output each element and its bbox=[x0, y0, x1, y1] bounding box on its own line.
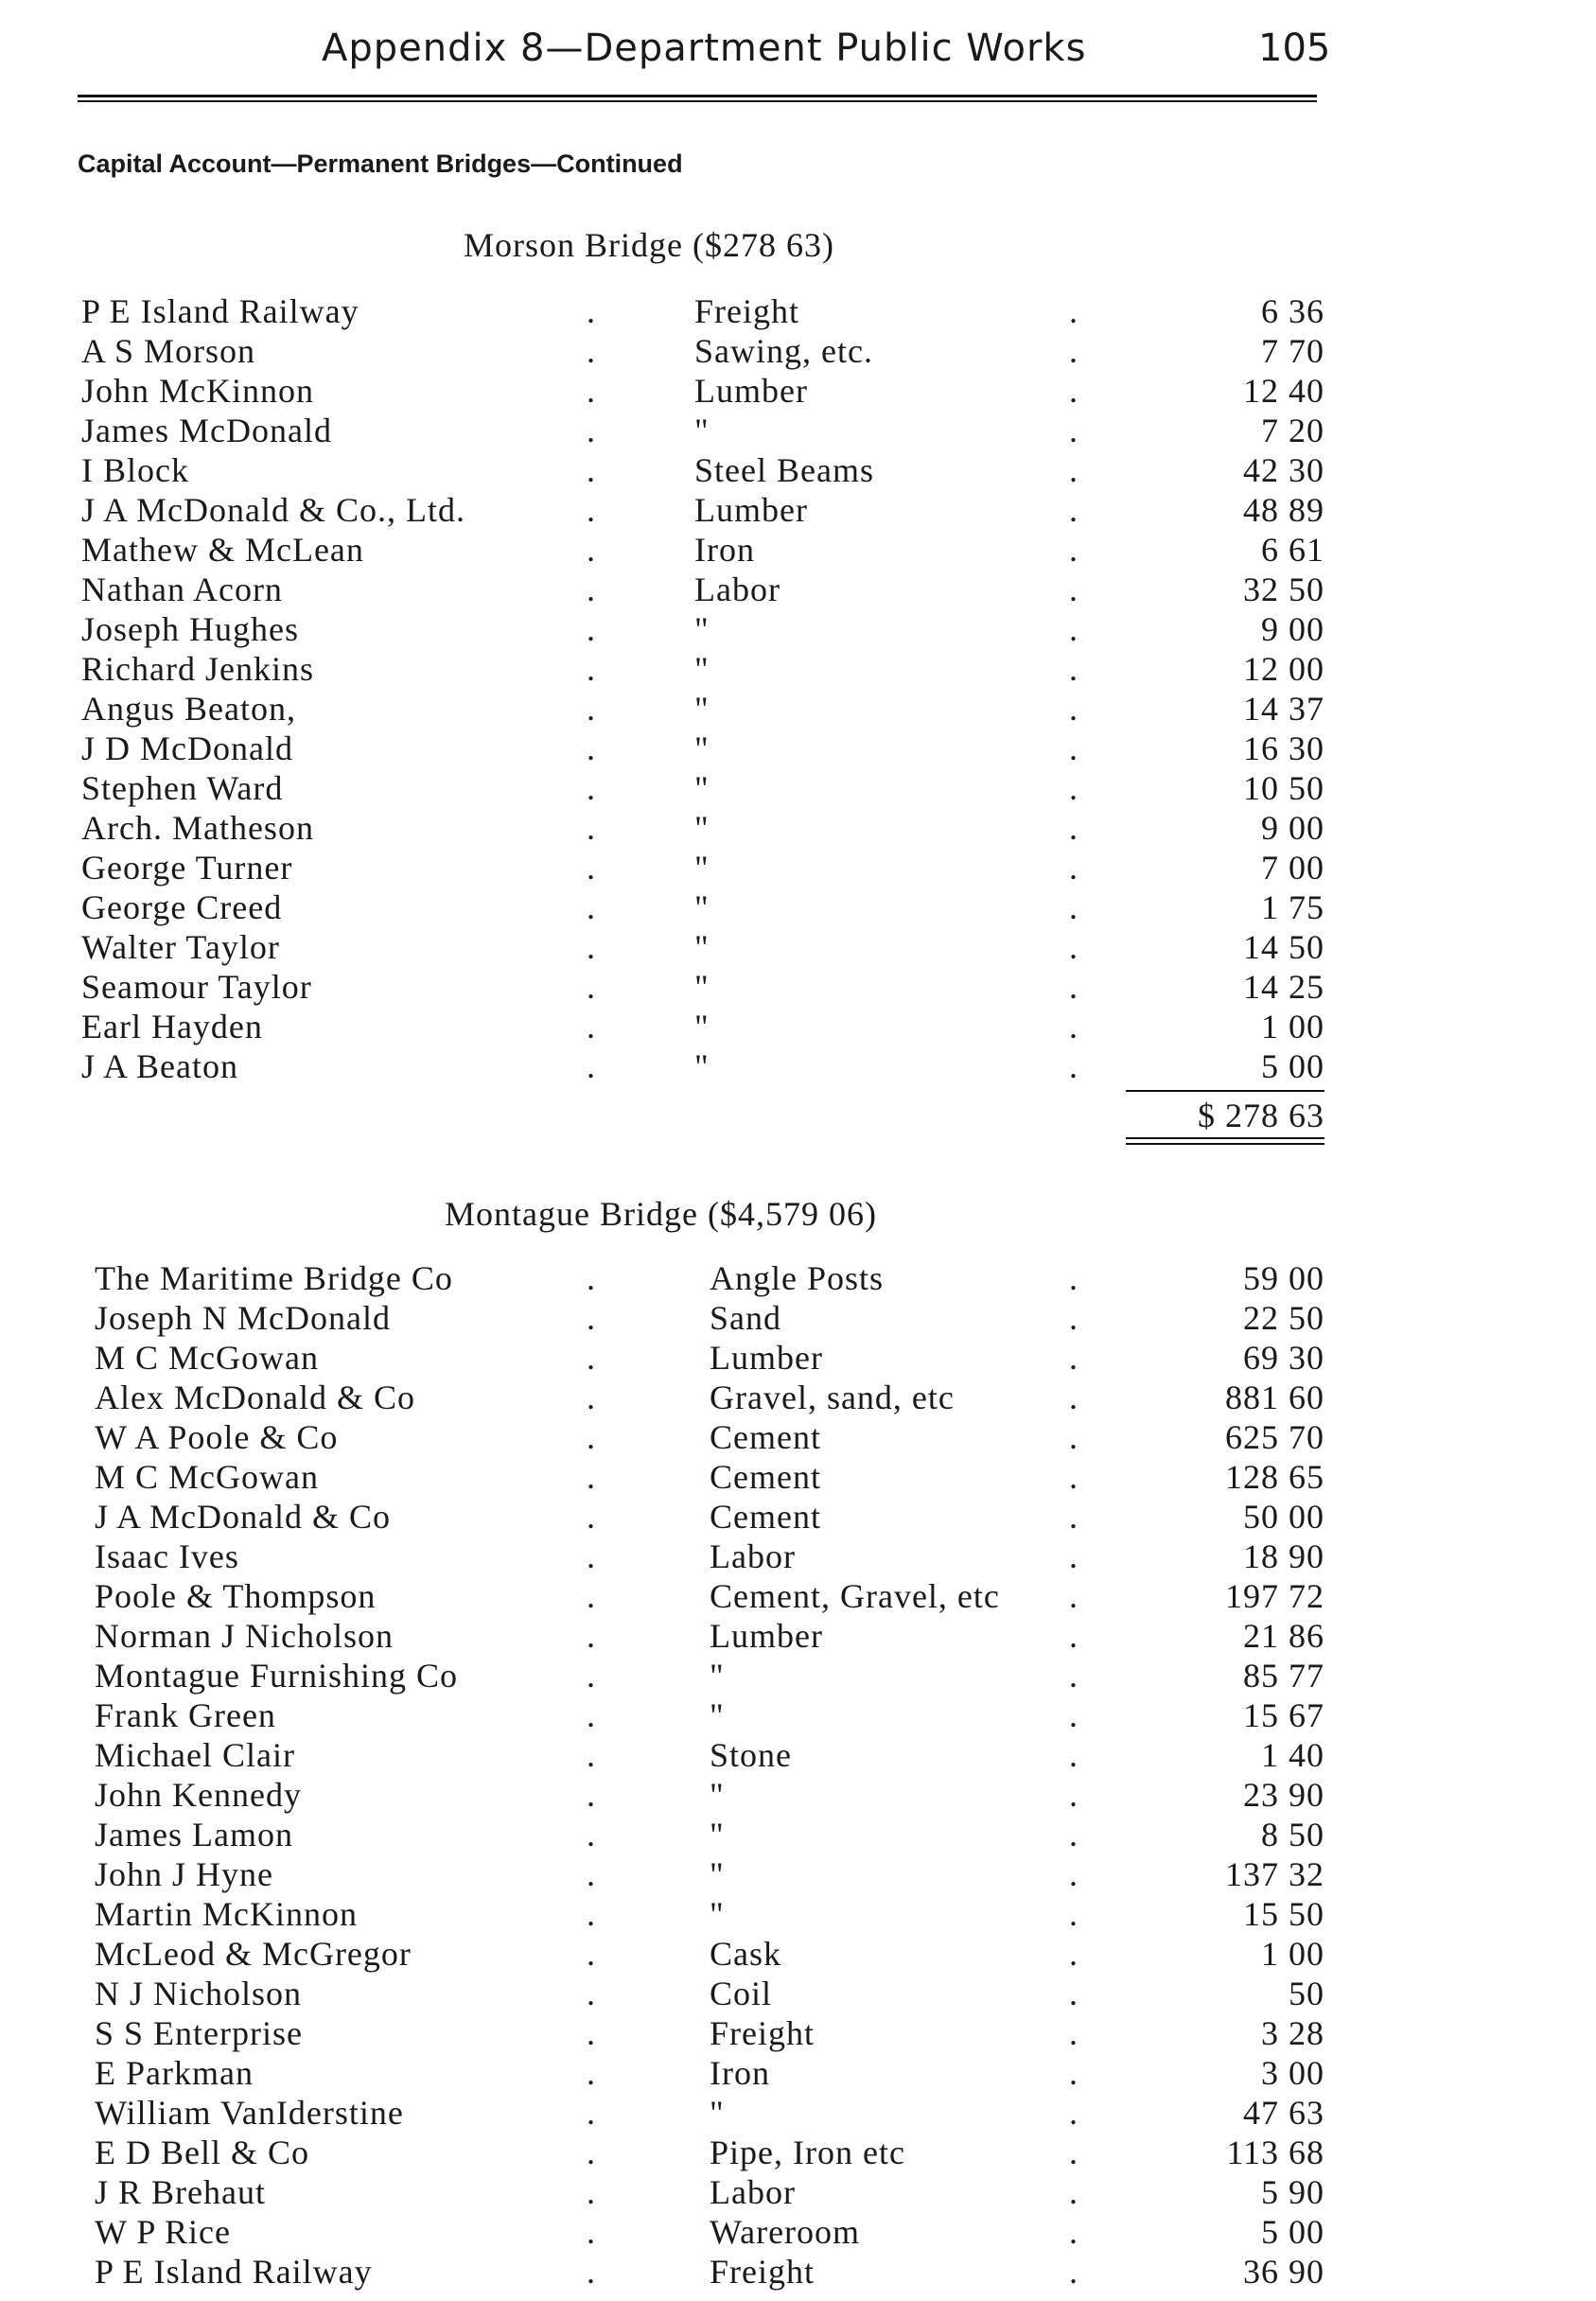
header-rule-bottom bbox=[78, 100, 1317, 102]
leader-dot: . bbox=[1069, 1458, 1078, 1496]
item-description: Cement bbox=[710, 1418, 821, 1456]
leader-dot: . bbox=[587, 2253, 595, 2291]
leader-dot: . bbox=[587, 2014, 595, 2052]
leader-dot: . bbox=[587, 809, 595, 847]
leader-dot: . bbox=[1069, 1259, 1078, 1297]
leader-dot: . bbox=[1069, 968, 1078, 1006]
leader-dot: . bbox=[587, 729, 595, 767]
table-row bbox=[0, 2013, 1596, 2053]
leader-dot: . bbox=[587, 1657, 595, 1695]
payee-name: Norman J Nicholson bbox=[95, 1617, 394, 1655]
table-row bbox=[0, 1854, 1596, 1894]
leader-dot: . bbox=[587, 1259, 595, 1297]
table-row bbox=[0, 887, 1596, 927]
item-description: Freight bbox=[694, 292, 799, 330]
leader-dot: . bbox=[1069, 1577, 1078, 1615]
item-description: Cement bbox=[710, 1498, 821, 1536]
payee-name: Arch. Matheson bbox=[81, 809, 314, 847]
payee-name: Nathan Acorn bbox=[81, 571, 283, 608]
item-description: " bbox=[694, 650, 710, 688]
leader-dot: . bbox=[1069, 650, 1078, 688]
amount: 7 00 bbox=[1261, 849, 1324, 887]
leader-dot: . bbox=[587, 1935, 595, 1973]
amount: 12 00 bbox=[1243, 650, 1324, 688]
table-row bbox=[0, 2172, 1596, 2212]
table-row bbox=[0, 1378, 1596, 1417]
table-row bbox=[0, 1497, 1596, 1537]
item-description: Stone bbox=[710, 1736, 793, 1774]
payee-name: P E Island Railway bbox=[95, 2253, 373, 2291]
leader-dot: . bbox=[587, 849, 595, 887]
leader-dot: . bbox=[1069, 412, 1078, 449]
leader-dot: . bbox=[1069, 1537, 1078, 1575]
leader-dot: . bbox=[587, 491, 595, 529]
payee-name: N J Nicholson bbox=[95, 1975, 302, 2012]
leader-dot: . bbox=[587, 1379, 595, 1416]
payee-name: Stephen Ward bbox=[81, 769, 284, 807]
item-description: " bbox=[694, 690, 710, 728]
amount: 7 70 bbox=[1261, 332, 1324, 370]
leader-dot: . bbox=[1069, 809, 1078, 847]
payee-name: P E Island Railway bbox=[81, 292, 360, 330]
leader-dot: . bbox=[1069, 849, 1078, 887]
table-row bbox=[0, 1298, 1596, 1338]
payee-name: J D McDonald bbox=[81, 729, 293, 767]
amount: 23 90 bbox=[1243, 1776, 1324, 1814]
leader-dot: . bbox=[587, 1008, 595, 1045]
leader-dot: . bbox=[1069, 2014, 1078, 2052]
item-description: Steel Beams bbox=[694, 451, 874, 489]
amount: 32 50 bbox=[1243, 571, 1324, 608]
payee-name: The Maritime Bridge Co bbox=[95, 1259, 453, 1297]
table-row bbox=[0, 1258, 1596, 1298]
item-description: Iron bbox=[710, 2054, 770, 2092]
leader-dot: . bbox=[587, 650, 595, 688]
amount: 1 00 bbox=[1261, 1008, 1324, 1045]
leader-dot: . bbox=[1069, 1339, 1078, 1377]
leader-dot: . bbox=[1069, 1299, 1078, 1337]
leader-dot: . bbox=[587, 1855, 595, 1893]
item-description: Cement, Gravel, etc bbox=[710, 1577, 1000, 1615]
leader-dot: . bbox=[1069, 1379, 1078, 1416]
table-row bbox=[0, 570, 1596, 609]
table-row bbox=[0, 291, 1596, 331]
item-description: " bbox=[694, 888, 710, 926]
leader-dot: . bbox=[587, 1498, 595, 1536]
table-row bbox=[0, 1576, 1596, 1616]
leader-dot: . bbox=[587, 1418, 595, 1456]
morson-total-rule-2 bbox=[1126, 1143, 1324, 1145]
leader-dot: . bbox=[1069, 2253, 1078, 2291]
leader-dot: . bbox=[587, 332, 595, 370]
payee-name: M C McGowan bbox=[95, 1339, 319, 1377]
table-row bbox=[0, 1775, 1596, 1815]
item-description: " bbox=[694, 1047, 710, 1085]
amount: 12 40 bbox=[1243, 372, 1324, 410]
leader-dot: . bbox=[1069, 690, 1078, 728]
item-description: Angle Posts bbox=[710, 1259, 885, 1297]
leader-dot: . bbox=[1069, 888, 1078, 926]
leader-dot: . bbox=[1069, 729, 1078, 767]
leader-dot: . bbox=[1069, 2054, 1078, 2092]
leader-dot: . bbox=[587, 1736, 595, 1774]
leader-dot: . bbox=[1069, 1855, 1078, 1893]
leader-dot: . bbox=[1069, 2134, 1078, 2171]
table-row bbox=[0, 1338, 1596, 1378]
table-row bbox=[0, 1815, 1596, 1854]
amount: 15 67 bbox=[1243, 1696, 1324, 1734]
item-description: Gravel, sand, etc bbox=[710, 1379, 955, 1416]
amount: 1 75 bbox=[1261, 888, 1324, 926]
payee-name: Michael Clair bbox=[95, 1736, 295, 1774]
page-number: 105 bbox=[1258, 26, 1331, 70]
amount: 7 20 bbox=[1261, 412, 1324, 449]
leader-dot: . bbox=[1069, 372, 1078, 410]
item-description: " bbox=[694, 729, 710, 767]
payee-name: J A McDonald & Co bbox=[95, 1498, 392, 1536]
leader-dot: . bbox=[1069, 1498, 1078, 1536]
table-row bbox=[0, 1656, 1596, 1695]
leader-dot: . bbox=[587, 2213, 595, 2251]
leader-dot: . bbox=[1069, 1008, 1078, 1045]
amount: 21 86 bbox=[1243, 1617, 1324, 1655]
payee-name: J A McDonald & Co., Ltd. bbox=[81, 491, 466, 529]
amount: 15 50 bbox=[1243, 1895, 1324, 1933]
amount: 42 30 bbox=[1243, 451, 1324, 489]
item-description: Sawing, etc. bbox=[694, 332, 873, 370]
section-subheading: Capital Account—Permanent Bridges—Continued bbox=[78, 149, 683, 178]
table-row bbox=[0, 2093, 1596, 2133]
item-description: Lumber bbox=[710, 1617, 823, 1655]
leader-dot: . bbox=[1069, 531, 1078, 569]
payee-name: Mathew & McLean bbox=[81, 531, 364, 569]
amount: 5 00 bbox=[1261, 2213, 1324, 2251]
payee-name: M C McGowan bbox=[95, 1458, 319, 1496]
table-row bbox=[0, 331, 1596, 371]
leader-dot: . bbox=[1069, 769, 1078, 807]
leader-dot: . bbox=[1069, 2173, 1078, 2211]
payee-name: J R Brehaut bbox=[95, 2173, 266, 2211]
leader-dot: . bbox=[587, 1299, 595, 1337]
running-title: Appendix 8—Department Public Works bbox=[322, 26, 1087, 70]
table-row bbox=[0, 1457, 1596, 1497]
table-row bbox=[0, 729, 1596, 768]
table-row bbox=[0, 1735, 1596, 1775]
payee-name: James Lamon bbox=[95, 1816, 293, 1853]
leader-dot: . bbox=[1069, 928, 1078, 966]
table-row bbox=[0, 768, 1596, 808]
leader-dot: . bbox=[587, 292, 595, 330]
leader-dot: . bbox=[1069, 2213, 1078, 2251]
payee-name: James McDonald bbox=[81, 412, 332, 449]
table-row bbox=[0, 490, 1596, 530]
table-row bbox=[0, 927, 1596, 967]
amount: 9 00 bbox=[1261, 809, 1324, 847]
amount: 47 63 bbox=[1243, 2094, 1324, 2132]
amount: 113 68 bbox=[1226, 2134, 1324, 2171]
morson-subtotal-rule bbox=[1126, 1090, 1324, 1092]
leader-dot: . bbox=[1069, 1816, 1078, 1853]
item-description: Freight bbox=[710, 2253, 815, 2291]
leader-dot: . bbox=[587, 769, 595, 807]
payee-name: S S Enterprise bbox=[95, 2014, 303, 2052]
table-row bbox=[0, 1046, 1596, 1086]
table-row bbox=[0, 1537, 1596, 1576]
item-description: Iron bbox=[694, 531, 755, 569]
amount: 22 50 bbox=[1243, 1299, 1324, 1337]
amount: 6 36 bbox=[1261, 292, 1324, 330]
item-description: Cement bbox=[710, 1458, 821, 1496]
table-row bbox=[0, 1007, 1596, 1046]
leader-dot: . bbox=[587, 1696, 595, 1734]
leader-dot: . bbox=[1069, 451, 1078, 489]
table-row bbox=[0, 1894, 1596, 1934]
leader-dot: . bbox=[587, 610, 595, 648]
leader-dot: . bbox=[587, 451, 595, 489]
item-description: Lumber bbox=[710, 1339, 823, 1377]
item-description: " bbox=[710, 1895, 725, 1933]
leader-dot: . bbox=[1069, 610, 1078, 648]
leader-dot: . bbox=[1069, 292, 1078, 330]
leader-dot: . bbox=[587, 571, 595, 608]
amount: 881 60 bbox=[1225, 1379, 1324, 1416]
payee-name: Joseph Hughes bbox=[81, 610, 299, 648]
leader-dot: . bbox=[587, 1816, 595, 1853]
item-description: " bbox=[694, 928, 710, 966]
item-description: " bbox=[694, 1008, 710, 1045]
payee-name: E D Bell & Co bbox=[95, 2134, 309, 2171]
payee-name: William VanIderstine bbox=[95, 2094, 404, 2132]
header-rule-top bbox=[78, 95, 1317, 97]
table-row bbox=[0, 2133, 1596, 2172]
item-description: " bbox=[710, 1776, 725, 1814]
amount: 9 00 bbox=[1261, 610, 1324, 648]
payee-name: Richard Jenkins bbox=[81, 650, 314, 688]
amount: 59 00 bbox=[1243, 1259, 1324, 1297]
leader-dot: . bbox=[587, 1577, 595, 1615]
table-row bbox=[0, 967, 1596, 1007]
amount: 1 40 bbox=[1261, 1736, 1324, 1774]
item-description: Freight bbox=[710, 2014, 815, 2052]
table-row bbox=[0, 2053, 1596, 2093]
leader-dot: . bbox=[587, 888, 595, 926]
item-description: " bbox=[694, 968, 710, 1006]
payee-name: John Kennedy bbox=[95, 1776, 302, 1814]
amount: 50 00 bbox=[1243, 1498, 1324, 1536]
table-row bbox=[0, 609, 1596, 649]
item-description: Labor bbox=[694, 571, 780, 608]
amount: 3 00 bbox=[1261, 2054, 1324, 2092]
item-description: Lumber bbox=[694, 491, 808, 529]
item-description: " bbox=[710, 1696, 725, 1734]
amount: 137 32 bbox=[1225, 1855, 1324, 1893]
payee-name: Alex McDonald & Co bbox=[95, 1379, 415, 1416]
morson-bridge-title: Morson Bridge ($278 63) bbox=[464, 226, 834, 264]
table-row bbox=[0, 848, 1596, 887]
leader-dot: . bbox=[1069, 332, 1078, 370]
montague-bridge-title: Montague Bridge ($4,579 06) bbox=[445, 1195, 877, 1233]
payee-name: George Turner bbox=[81, 849, 293, 887]
amount: 1 00 bbox=[1261, 1935, 1324, 1973]
payee-name: John McKinnon bbox=[81, 372, 314, 410]
payee-name: Martin McKinnon bbox=[95, 1895, 358, 1933]
item-description: Lumber bbox=[694, 372, 808, 410]
item-description: " bbox=[710, 1816, 725, 1853]
leader-dot: . bbox=[587, 1975, 595, 2012]
leader-dot: . bbox=[1069, 1696, 1078, 1734]
leader-dot: . bbox=[587, 2094, 595, 2132]
amount: 197 72 bbox=[1225, 1577, 1324, 1615]
leader-dot: . bbox=[587, 1895, 595, 1933]
payee-name: W A Poole & Co bbox=[95, 1418, 339, 1456]
leader-dot: . bbox=[1069, 491, 1078, 529]
leader-dot: . bbox=[1069, 1895, 1078, 1933]
leader-dot: . bbox=[1069, 2094, 1078, 2132]
amount: 625 70 bbox=[1225, 1418, 1324, 1456]
leader-dot: . bbox=[587, 928, 595, 966]
amount: 5 90 bbox=[1261, 2173, 1324, 2211]
amount: 69 30 bbox=[1243, 1339, 1324, 1377]
amount: 8 50 bbox=[1261, 1816, 1324, 1853]
amount: 5 00 bbox=[1261, 1047, 1324, 1085]
payee-name: McLeod & McGregor bbox=[95, 1935, 412, 1973]
leader-dot: . bbox=[587, 968, 595, 1006]
payee-name: Isaac Ives bbox=[95, 1537, 239, 1575]
amount: 85 77 bbox=[1243, 1657, 1324, 1695]
payee-name: Poole & Thompson bbox=[95, 1577, 377, 1615]
amount: 10 50 bbox=[1243, 769, 1324, 807]
item-description: Labor bbox=[710, 2173, 796, 2211]
table-row bbox=[0, 1974, 1596, 2013]
amount: 128 65 bbox=[1225, 1458, 1324, 1496]
table-row bbox=[0, 649, 1596, 689]
item-description: Pipe, Iron etc bbox=[710, 2134, 905, 2171]
leader-dot: . bbox=[1069, 571, 1078, 608]
leader-dot: . bbox=[1069, 1617, 1078, 1655]
amount: 3 28 bbox=[1261, 2014, 1324, 2052]
leader-dot: . bbox=[1069, 1047, 1078, 1085]
leader-dot: . bbox=[1069, 1935, 1078, 1973]
leader-dot: . bbox=[1069, 1418, 1078, 1456]
leader-dot: . bbox=[587, 2173, 595, 2211]
item-description: " bbox=[694, 610, 710, 648]
leader-dot: . bbox=[587, 1339, 595, 1377]
item-description: " bbox=[694, 769, 710, 807]
payee-name: Angus Beaton, bbox=[81, 690, 296, 728]
morson-total: $ 278 63 bbox=[1198, 1097, 1324, 1134]
table-row bbox=[0, 2212, 1596, 2252]
leader-dot: . bbox=[587, 412, 595, 449]
amount: 18 90 bbox=[1243, 1537, 1324, 1575]
amount: 48 89 bbox=[1243, 491, 1324, 529]
amount: 50 bbox=[1289, 1975, 1324, 2012]
payee-name: W P Rice bbox=[95, 2213, 231, 2251]
amount: 14 50 bbox=[1243, 928, 1324, 966]
payee-name: Seamour Taylor bbox=[81, 968, 312, 1006]
amount: 16 30 bbox=[1243, 729, 1324, 767]
table-row bbox=[0, 450, 1596, 490]
table-row bbox=[0, 689, 1596, 729]
table-row bbox=[0, 1934, 1596, 1974]
leader-dot: . bbox=[587, 372, 595, 410]
item-description: " bbox=[710, 1657, 725, 1695]
item-description: Cask bbox=[710, 1935, 781, 1973]
payee-name: E Parkman bbox=[95, 2054, 254, 2092]
payee-name: Montague Furnishing Co bbox=[95, 1657, 459, 1695]
table-row bbox=[0, 1616, 1596, 1656]
payee-name: George Creed bbox=[81, 888, 283, 926]
leader-dot: . bbox=[1069, 1776, 1078, 1814]
leader-dot: . bbox=[587, 1047, 595, 1085]
item-description: Sand bbox=[710, 1299, 781, 1337]
leader-dot: . bbox=[587, 2134, 595, 2171]
table-row bbox=[0, 808, 1596, 848]
item-description: Coil bbox=[710, 1975, 773, 2012]
leader-dot: . bbox=[1069, 1736, 1078, 1774]
amount: 6 61 bbox=[1261, 531, 1324, 569]
item-description: " bbox=[710, 1855, 725, 1893]
payee-name: Joseph N McDonald bbox=[95, 1299, 391, 1337]
payee-name: I Block bbox=[81, 451, 189, 489]
leader-dot: . bbox=[587, 1776, 595, 1814]
amount: 36 90 bbox=[1243, 2253, 1324, 2291]
item-description: " bbox=[694, 809, 710, 847]
item-description: " bbox=[694, 412, 710, 449]
leader-dot: . bbox=[587, 531, 595, 569]
item-description: " bbox=[694, 849, 710, 887]
table-row bbox=[0, 530, 1596, 570]
amount: 14 25 bbox=[1243, 968, 1324, 1006]
table-row bbox=[0, 1695, 1596, 1735]
leader-dot: . bbox=[587, 1537, 595, 1575]
leader-dot: . bbox=[587, 1458, 595, 1496]
leader-dot: . bbox=[587, 690, 595, 728]
item-description: " bbox=[710, 2094, 725, 2132]
table-row bbox=[0, 411, 1596, 450]
payee-name: J A Beaton bbox=[81, 1047, 239, 1085]
leader-dot: . bbox=[1069, 1975, 1078, 2012]
morson-total-rule-1 bbox=[1126, 1137, 1324, 1139]
item-description: Labor bbox=[710, 1537, 796, 1575]
item-description: Wareroom bbox=[710, 2213, 861, 2251]
leader-dot: . bbox=[587, 2054, 595, 2092]
leader-dot: . bbox=[1069, 1657, 1078, 1695]
table-row bbox=[0, 2252, 1596, 2292]
payee-name: A S Morson bbox=[81, 332, 256, 370]
amount: 14 37 bbox=[1243, 690, 1324, 728]
leader-dot: . bbox=[587, 1617, 595, 1655]
payee-name: Earl Hayden bbox=[81, 1008, 263, 1045]
payee-name: John J Hyne bbox=[95, 1855, 273, 1893]
table-row bbox=[0, 1417, 1596, 1457]
payee-name: Walter Taylor bbox=[81, 928, 280, 966]
payee-name: Frank Green bbox=[95, 1696, 276, 1734]
table-row bbox=[0, 371, 1596, 411]
